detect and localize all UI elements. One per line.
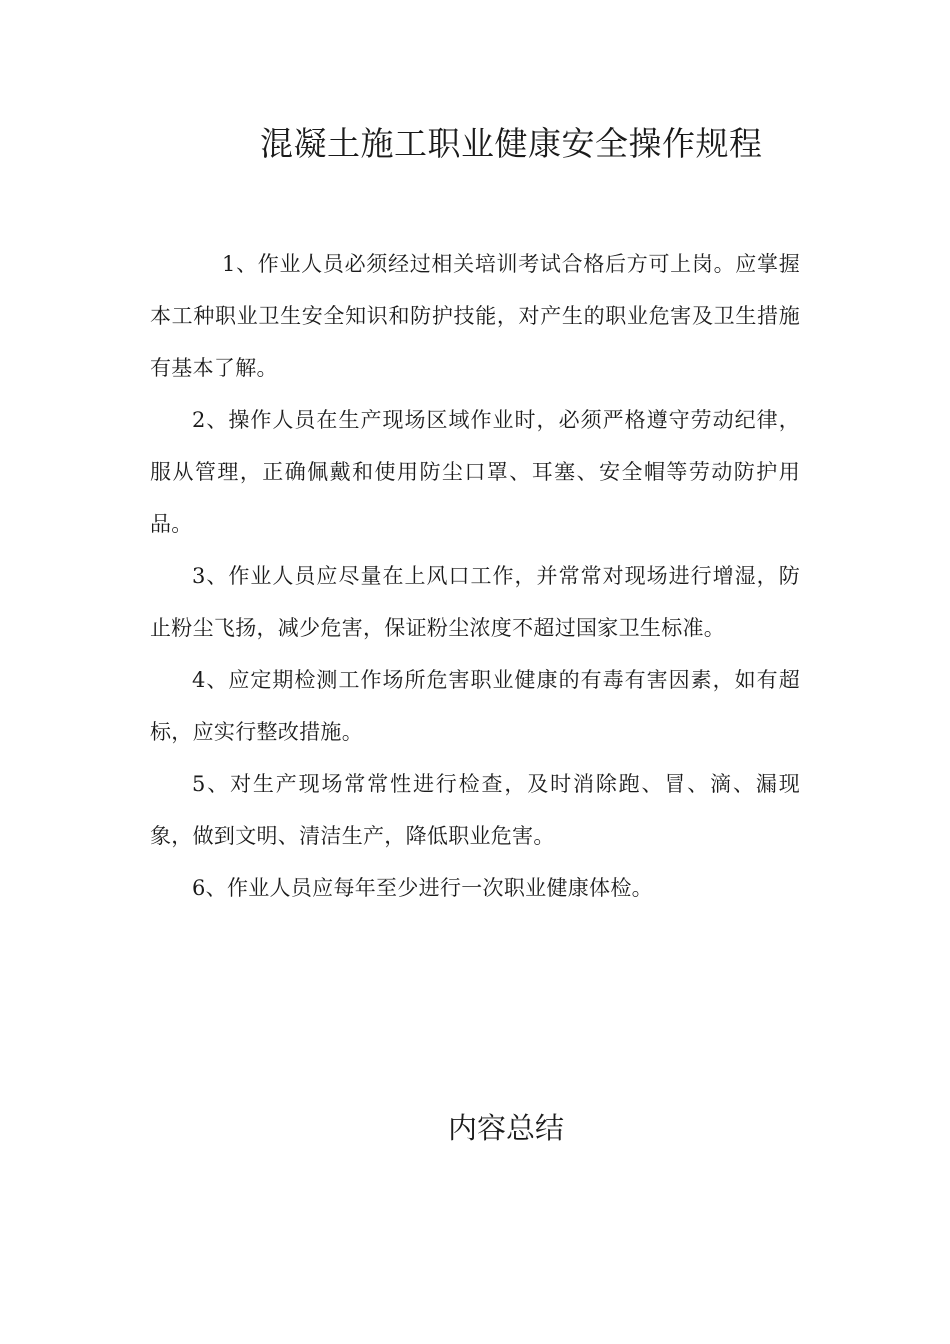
paragraph-5: 5、对生产现场常常性进行检查，及时消除跑、冒、滴、漏现象，做到文明、清洁生产，降低职业危害。	[150, 772, 800, 848]
document-body	[150, 238, 800, 914]
summary-heading: 内容总结	[448, 1111, 565, 1145]
paragraph-1: 1、作业人员必须经过相关培训考试合格后方可上岗。应掌握本工种职业卫生安全知识和防护技能，对产生的职业危害及卫生措施有基本了解。	[150, 252, 800, 380]
paragraph-4: 4、应定期检测工作场所危害职业健康的有毒有害因素，如有超标，应实行整改措施。	[150, 668, 800, 744]
paragraph-3: 3、作业人员应尽量在上风口工作，并常常对现场进行增湿，防止粉尘飞扬，减少危害，保证粉尘浓度不超过国家卫生标准。	[150, 564, 800, 640]
document-title: 混凝土施工职业健康安全操作规程	[260, 124, 763, 163]
paragraph-6: 6、作业人员应每年至少进行一次职业健康体检。	[192, 876, 653, 900]
paragraph-2: 2、操作人员在生产现场区域作业时，必须严格遵守劳动纪律，服从管理，正确佩戴和使用防尘口罩、耳塞、安全帽等劳动防护用品。	[150, 408, 800, 536]
